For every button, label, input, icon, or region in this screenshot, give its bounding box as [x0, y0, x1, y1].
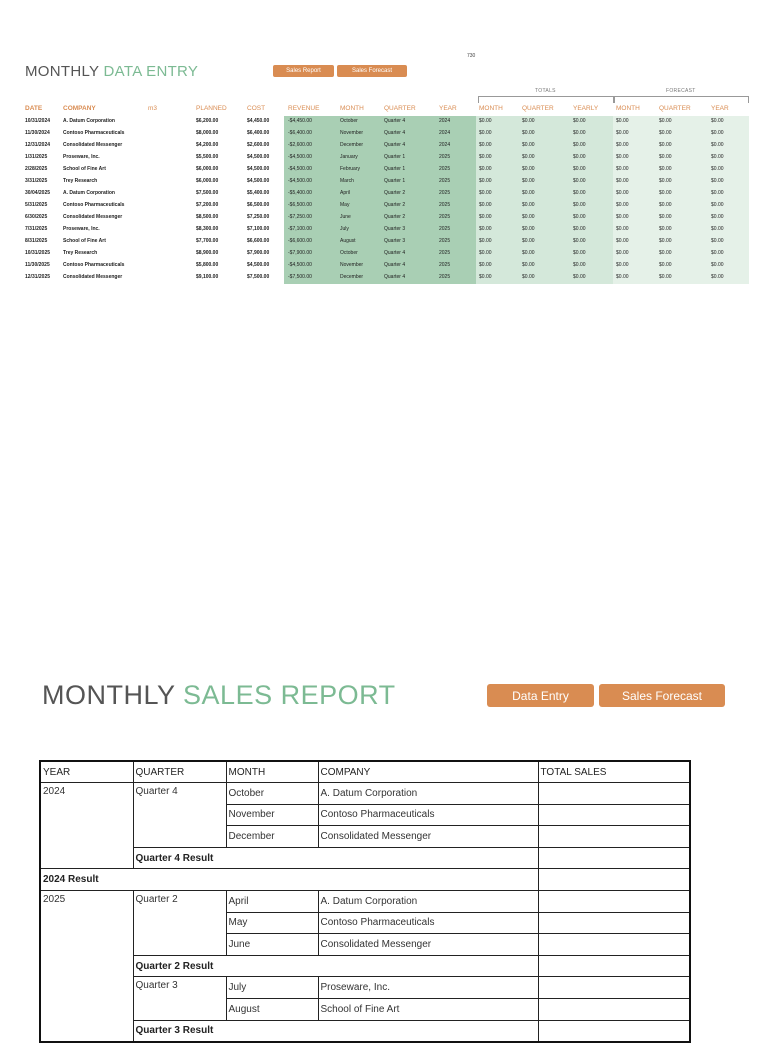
- entry-row: [0, 116, 768, 128]
- entry-cell-totals-month[interactable]: $0.00: [479, 250, 492, 256]
- entry-cell-date[interactable]: 11/30/2024: [25, 130, 50, 136]
- forecast-bracket: [614, 96, 749, 103]
- entry-cell-totals-quarter[interactable]: $0.00: [522, 142, 535, 148]
- header-quarter[interactable]: QUARTER: [133, 761, 226, 783]
- company-cell[interactable]: A. Datum Corporation: [318, 783, 538, 805]
- entry-cell-revenue[interactable]: -$6,600.00: [288, 238, 312, 244]
- entry-cell-quarter[interactable]: Quarter 1: [384, 154, 406, 160]
- entry-cell-date[interactable]: 10/31/2025: [25, 250, 51, 256]
- entry-cell-planned[interactable]: $5,500.00: [196, 154, 219, 160]
- entry-cell-totals-yearly[interactable]: $0.00: [573, 214, 586, 220]
- entry-cell-forecast-month[interactable]: $0.00: [616, 166, 629, 172]
- total-sales-cell[interactable]: [538, 912, 690, 934]
- entry-cell-forecast-year[interactable]: $0.00: [711, 274, 724, 280]
- entry-cell-forecast-quarter[interactable]: $0.00: [659, 238, 672, 244]
- entry-cell-totals-quarter[interactable]: $0.00: [522, 262, 535, 268]
- entry-cell-company[interactable]: A. Datum Corporation: [63, 118, 115, 124]
- entry-cell-year[interactable]: 2025: [439, 262, 451, 268]
- entry-cell-company[interactable]: Consolidated Messenger: [63, 142, 123, 148]
- entry-row: [0, 224, 768, 236]
- total-sales-cell[interactable]: [538, 847, 690, 869]
- forecast-group-label: FORECAST: [666, 88, 696, 94]
- entry-cell-quarter[interactable]: Quarter 3: [384, 226, 406, 232]
- entry-header-company[interactable]: COMPANY: [63, 105, 96, 112]
- entry-cell-quarter[interactable]: Quarter 2: [384, 190, 406, 196]
- entry-cell-forecast-year[interactable]: $0.00: [711, 142, 724, 148]
- entry-cell-revenue[interactable]: -$4,500.00: [288, 154, 312, 160]
- entry-cell-company[interactable]: School of Fine Art: [63, 238, 106, 244]
- entry-row: [0, 128, 768, 140]
- entry-cell-totals-month[interactable]: $0.00: [479, 238, 492, 244]
- entry-cell-cost[interactable]: $7,900.00: [247, 250, 270, 256]
- entry-cell-date[interactable]: 8/31/2025: [25, 238, 48, 244]
- total-sales-cell[interactable]: [538, 783, 690, 805]
- entry-cell-cost[interactable]: $4,500.00: [247, 166, 270, 172]
- entry-cell-year[interactable]: 2025: [439, 190, 451, 196]
- entry-cell-company[interactable]: Contoso Pharmaceuticals: [63, 262, 125, 268]
- year-result-cell[interactable]: 2024 Result: [40, 869, 538, 891]
- company-cell[interactable]: Contoso Pharmaceuticals: [318, 804, 538, 826]
- entry-cell-quarter[interactable]: Quarter 4: [384, 262, 406, 268]
- entry-cell-year[interactable]: 2024: [439, 118, 451, 124]
- entry-cell-company[interactable]: Consolidated Messenger: [63, 214, 123, 220]
- quarter-result-cell[interactable]: Quarter 2 Result: [133, 955, 538, 977]
- entry-cell-totals-yearly[interactable]: $0.00: [573, 202, 586, 208]
- entry-cell-planned[interactable]: $5,800.00: [196, 262, 219, 268]
- entry-cell-year[interactable]: 2025: [439, 166, 451, 172]
- entry-cell-forecast-quarter[interactable]: $0.00: [659, 250, 672, 256]
- total-sales-cell[interactable]: [538, 1020, 690, 1042]
- entry-cell-forecast-year[interactable]: $0.00: [711, 118, 724, 124]
- entry-cell-totals-yearly[interactable]: $0.00: [573, 178, 586, 184]
- entry-cell-forecast-year[interactable]: $0.00: [711, 154, 724, 160]
- entry-cell-company[interactable]: Contoso Pharmaceuticals: [63, 202, 125, 208]
- entry-cell-totals-yearly[interactable]: $0.00: [573, 118, 586, 124]
- entry-cell-planned[interactable]: $8,500.00: [196, 214, 219, 220]
- entry-cell-revenue[interactable]: -$4,450.00: [288, 118, 312, 124]
- table-row: [40, 891, 690, 913]
- entry-cell-totals-quarter[interactable]: $0.00: [522, 154, 535, 160]
- company-cell[interactable]: School of Fine Art: [318, 999, 538, 1021]
- entry-cell-totals-yearly[interactable]: $0.00: [573, 130, 586, 136]
- entry-cell-totals-yearly[interactable]: $0.00: [573, 142, 586, 148]
- entry-cell-quarter[interactable]: Quarter 4: [384, 130, 406, 136]
- entry-cell-totals-quarter[interactable]: $0.00: [522, 274, 535, 280]
- entry-cell-company[interactable]: Proseware, Inc.: [63, 226, 100, 232]
- entry-cell-date[interactable]: 7/31/2025: [25, 226, 48, 232]
- company-cell[interactable]: Consolidated Messenger: [318, 826, 538, 848]
- entry-cell-forecast-quarter[interactable]: $0.00: [659, 214, 672, 220]
- entry-cell-totals-month[interactable]: $0.00: [479, 226, 492, 232]
- entry-row: [0, 272, 768, 284]
- entry-cell-month[interactable]: February: [340, 166, 361, 172]
- entry-cell-revenue[interactable]: -$7,100.00: [288, 226, 312, 232]
- report-title-monthly: MONTHLY: [42, 680, 176, 710]
- entry-row: [0, 176, 768, 188]
- company-cell[interactable]: Proseware, Inc.: [318, 977, 538, 999]
- entry-cell-forecast-quarter[interactable]: $0.00: [659, 166, 672, 172]
- entry-cell-forecast-year[interactable]: $0.00: [711, 226, 724, 232]
- entry-row: [0, 236, 768, 248]
- entry-cell-month[interactable]: May: [340, 202, 350, 208]
- entry-header-cost[interactable]: COST: [247, 105, 266, 112]
- entry-header-month[interactable]: MONTH: [340, 105, 364, 112]
- entry-cell-date[interactable]: 3/31/2025: [25, 178, 48, 184]
- entry-cell-cost[interactable]: $6,500.00: [247, 202, 270, 208]
- table-row: [40, 1020, 690, 1042]
- quarter-cell-q2[interactable]: Quarter 2: [133, 891, 226, 956]
- entry-cell-year[interactable]: 2025: [439, 226, 451, 232]
- entry-cell-year[interactable]: 2024: [439, 130, 451, 136]
- entry-cell-totals-quarter[interactable]: $0.00: [522, 130, 535, 136]
- entry-cell-company[interactable]: A. Datum Corporation: [63, 190, 115, 196]
- entry-cell-forecast-month[interactable]: $0.00: [616, 262, 629, 268]
- entry-cell-month[interactable]: October: [340, 250, 358, 256]
- entry-cell-quarter[interactable]: Quarter 2: [384, 214, 406, 220]
- entry-cell-forecast-month[interactable]: $0.00: [616, 238, 629, 244]
- year-cell-2024[interactable]: 2024: [40, 783, 133, 869]
- header-month[interactable]: MONTH: [226, 761, 318, 783]
- entry-cell-revenue[interactable]: -$4,500.00: [288, 166, 312, 172]
- total-sales-cell[interactable]: [538, 804, 690, 826]
- entry-cell-company[interactable]: Trey Research: [63, 250, 98, 256]
- month-cell[interactable]: April: [226, 891, 318, 913]
- entry-cell-totals-month[interactable]: $0.00: [479, 214, 492, 220]
- entry-cell-totals-yearly[interactable]: $0.00: [573, 250, 586, 256]
- entry-row: [0, 164, 768, 176]
- entry-cell-forecast-month[interactable]: $0.00: [616, 130, 629, 136]
- entry-cell-revenue[interactable]: -$7,900.00: [288, 250, 312, 256]
- entry-cell-forecast-year[interactable]: $0.00: [711, 214, 724, 220]
- entry-cell-month[interactable]: November: [340, 262, 364, 268]
- entry-cell-cost[interactable]: $6,600.00: [247, 238, 270, 244]
- entry-cell-totals-quarter[interactable]: $0.00: [522, 226, 535, 232]
- entry-cell-month[interactable]: August: [340, 238, 356, 244]
- entry-cell-revenue[interactable]: -$4,500.00: [288, 262, 312, 268]
- entry-cell-forecast-year[interactable]: $0.00: [711, 238, 724, 244]
- quarter-cell-q4[interactable]: Quarter 4: [133, 783, 226, 848]
- entry-cell-company[interactable]: Trey Research: [63, 178, 98, 184]
- entry-header-forecast-quarter[interactable]: QUARTER: [659, 105, 691, 112]
- month-cell[interactable]: June: [226, 934, 318, 956]
- entry-cell-forecast-quarter[interactable]: $0.00: [659, 154, 672, 160]
- entry-cell-year[interactable]: 2025: [439, 178, 451, 184]
- entry-cell-totals-yearly[interactable]: $0.00: [573, 262, 586, 268]
- report-header-row: [40, 761, 690, 783]
- entry-cell-totals-quarter[interactable]: $0.00: [522, 166, 535, 172]
- entry-cell-totals-month[interactable]: $0.00: [479, 190, 492, 196]
- entry-cell-planned[interactable]: $8,300.00: [196, 226, 219, 232]
- total-sales-cell[interactable]: [538, 934, 690, 956]
- entry-header-forecast-year[interactable]: YEAR: [711, 105, 729, 112]
- entry-cell-forecast-year[interactable]: $0.00: [711, 190, 724, 196]
- table-row: [40, 847, 690, 869]
- entry-header-forecast-month[interactable]: MONTH: [616, 105, 640, 112]
- entry-cell-quarter[interactable]: Quarter 4: [384, 142, 406, 148]
- entry-cell-cost[interactable]: $5,400.00: [247, 190, 270, 196]
- entry-cell-revenue[interactable]: -$6,500.00: [288, 202, 312, 208]
- entry-cell-revenue[interactable]: -$6,400.00: [288, 130, 312, 136]
- month-cell[interactable]: May: [226, 912, 318, 934]
- entry-cell-company[interactable]: Contoso Pharmaceuticals: [63, 130, 125, 136]
- entry-cell-forecast-year[interactable]: $0.00: [711, 130, 724, 136]
- entry-cell-totals-yearly[interactable]: $0.00: [573, 274, 586, 280]
- entry-cell-totals-quarter[interactable]: $0.00: [522, 214, 535, 220]
- entry-cell-revenue[interactable]: -$4,500.00: [288, 178, 312, 184]
- entry-cell-totals-month[interactable]: $0.00: [479, 178, 492, 184]
- entry-cell-month[interactable]: January: [340, 154, 358, 160]
- entry-header-quarter[interactable]: QUARTER: [384, 105, 416, 112]
- entry-cell-revenue[interactable]: -$7,500.00: [288, 274, 312, 280]
- total-sales-cell[interactable]: [538, 999, 690, 1021]
- entry-cell-forecast-month[interactable]: $0.00: [616, 274, 629, 280]
- entry-cell-totals-yearly[interactable]: $0.00: [573, 226, 586, 232]
- entry-cell-forecast-month[interactable]: $0.00: [616, 250, 629, 256]
- entry-cell-date[interactable]: 30/04/2025: [25, 190, 51, 196]
- entry-cell-revenue[interactable]: -$2,600.00: [288, 142, 312, 148]
- entry-row: [0, 200, 768, 212]
- entry-cell-year[interactable]: 2025: [439, 202, 451, 208]
- entry-cell-date[interactable]: 11/30/2025: [25, 262, 50, 268]
- company-cell[interactable]: A. Datum Corporation: [318, 891, 538, 913]
- entry-cell-totals-quarter[interactable]: $0.00: [522, 238, 535, 244]
- entry-cell-totals-month[interactable]: $0.00: [479, 166, 492, 172]
- company-cell[interactable]: Consolidated Messenger: [318, 934, 538, 956]
- entry-cell-totals-month[interactable]: $0.00: [479, 118, 492, 124]
- entry-cell-forecast-month[interactable]: $0.00: [616, 226, 629, 232]
- entry-cell-forecast-quarter[interactable]: $0.00: [659, 262, 672, 268]
- entry-cell-date[interactable]: 12/31/2025: [25, 274, 51, 280]
- entry-cell-quarter[interactable]: Quarter 4: [384, 118, 406, 124]
- entry-cell-totals-yearly[interactable]: $0.00: [573, 166, 586, 172]
- entry-cell-totals-month[interactable]: $0.00: [479, 154, 492, 160]
- entry-row: [0, 248, 768, 260]
- entry-cell-cost[interactable]: $2,600.00: [247, 142, 270, 148]
- cell-marker: 730: [467, 53, 476, 59]
- entry-cell-planned[interactable]: $9,100.00: [196, 274, 219, 280]
- entry-cell-month[interactable]: December: [340, 274, 364, 280]
- table-row: [40, 977, 690, 999]
- report-title-sales-report: SALES REPORT: [183, 680, 396, 710]
- entry-header-m3[interactable]: m3: [148, 105, 158, 112]
- header-year[interactable]: YEAR: [40, 761, 133, 783]
- total-sales-cell[interactable]: [538, 891, 690, 913]
- entry-cell-revenue[interactable]: -$5,400.00: [288, 190, 312, 196]
- entry-cell-totals-month[interactable]: $0.00: [479, 262, 492, 268]
- sales-report-button[interactable]: Sales Report: [273, 65, 334, 77]
- entry-cell-forecast-quarter[interactable]: $0.00: [659, 202, 672, 208]
- entry-cell-quarter[interactable]: Quarter 2: [384, 202, 406, 208]
- entry-cell-totals-quarter[interactable]: $0.00: [522, 250, 535, 256]
- sales-forecast-button[interactable]: Sales Forecast: [337, 65, 407, 77]
- total-sales-cell[interactable]: [538, 955, 690, 977]
- entry-cell-forecast-month[interactable]: $0.00: [616, 214, 629, 220]
- entry-cell-totals-quarter[interactable]: $0.00: [522, 178, 535, 184]
- entry-cell-totals-quarter[interactable]: $0.00: [522, 202, 535, 208]
- entry-cell-totals-month[interactable]: $0.00: [479, 142, 492, 148]
- entry-row: [0, 260, 768, 272]
- entry-cell-year[interactable]: 2025: [439, 154, 451, 160]
- entry-cell-planned[interactable]: $8,000.00: [196, 130, 219, 136]
- entry-cell-totals-yearly[interactable]: $0.00: [573, 190, 586, 196]
- entry-cell-totals-yearly[interactable]: $0.00: [573, 238, 586, 244]
- entry-cell-totals-yearly[interactable]: $0.00: [573, 154, 586, 160]
- entry-cell-cost[interactable]: $7,250.00: [247, 214, 270, 220]
- month-cell[interactable]: November: [226, 804, 318, 826]
- entry-cell-planned[interactable]: $4,200.00: [196, 142, 219, 148]
- entry-cell-date[interactable]: 2/28/2025: [25, 166, 48, 172]
- entry-cell-forecast-quarter[interactable]: $0.00: [659, 190, 672, 196]
- table-row: [40, 955, 690, 977]
- entry-cell-forecast-quarter[interactable]: $0.00: [659, 178, 672, 184]
- entry-cell-planned[interactable]: $7,500.00: [196, 190, 219, 196]
- entry-cell-forecast-quarter[interactable]: $0.00: [659, 130, 672, 136]
- entry-cell-year[interactable]: 2024: [439, 142, 451, 148]
- year-cell-2025[interactable]: 2025: [40, 891, 133, 1042]
- entry-cell-forecast-month[interactable]: $0.00: [616, 178, 629, 184]
- data-entry-title: [25, 63, 198, 80]
- entry-cell-cost[interactable]: $4,500.00: [247, 178, 270, 184]
- entry-cell-totals-month[interactable]: $0.00: [479, 274, 492, 280]
- entry-cell-month[interactable]: June: [340, 214, 351, 220]
- sales-forecast-nav-button[interactable]: Sales Forecast: [599, 684, 725, 707]
- entry-header-totals-month[interactable]: MONTH: [479, 105, 503, 112]
- entry-cell-month[interactable]: October: [340, 118, 358, 124]
- entry-cell-year[interactable]: 2025: [439, 250, 451, 256]
- totals-group-label: TOTALS: [535, 88, 556, 94]
- entry-cell-forecast-month[interactable]: $0.00: [616, 118, 629, 124]
- entry-cell-date[interactable]: 5/31/2025: [25, 202, 48, 208]
- entry-cell-cost[interactable]: $7,100.00: [247, 226, 270, 232]
- entry-cell-cost[interactable]: $4,450.00: [247, 118, 270, 124]
- entry-cell-planned[interactable]: $7,200.00: [196, 202, 219, 208]
- total-sales-cell[interactable]: [538, 869, 690, 891]
- entry-cell-forecast-month[interactable]: $0.00: [616, 154, 629, 160]
- entry-row: [0, 188, 768, 200]
- month-cell[interactable]: July: [226, 977, 318, 999]
- entry-header-totals-yearly[interactable]: YEARLY: [573, 105, 599, 112]
- entry-header-revenue[interactable]: REVENUE: [288, 105, 320, 112]
- entry-cell-forecast-year[interactable]: $0.00: [711, 250, 724, 256]
- entry-cell-forecast-quarter[interactable]: $0.00: [659, 118, 672, 124]
- entry-cell-forecast-month[interactable]: $0.00: [616, 190, 629, 196]
- entry-cell-year[interactable]: 2025: [439, 214, 451, 220]
- entry-cell-year[interactable]: 2025: [439, 274, 451, 280]
- entry-cell-totals-quarter[interactable]: $0.00: [522, 190, 535, 196]
- header-company[interactable]: COMPANY: [318, 761, 538, 783]
- entry-header-date[interactable]: DATE: [25, 105, 43, 112]
- month-cell[interactable]: October: [226, 783, 318, 805]
- sales-report-title: [42, 680, 396, 711]
- sales-report-table: [39, 760, 691, 1043]
- entry-cell-cost[interactable]: $4,500.00: [247, 154, 270, 160]
- month-cell[interactable]: August: [226, 999, 318, 1021]
- entry-cell-company[interactable]: School of Fine Art: [63, 166, 106, 172]
- totals-bracket: [478, 96, 614, 103]
- entry-cell-totals-quarter[interactable]: $0.00: [522, 118, 535, 124]
- entry-cell-revenue[interactable]: -$7,250.00: [288, 214, 312, 220]
- month-cell[interactable]: December: [226, 826, 318, 848]
- entry-cell-cost[interactable]: $4,500.00: [247, 262, 270, 268]
- entry-cell-date[interactable]: 12/31/2024: [25, 142, 51, 148]
- entry-cell-month[interactable]: April: [340, 190, 351, 196]
- entry-cell-quarter[interactable]: Quarter 4: [384, 274, 406, 280]
- entry-cell-planned[interactable]: $7,700.00: [196, 238, 219, 244]
- title-word-monthly: MONTHLY: [25, 63, 100, 80]
- entry-cell-totals-month[interactable]: $0.00: [479, 130, 492, 136]
- entry-cell-date[interactable]: 6/30/2025: [25, 214, 48, 220]
- header-total-sales[interactable]: TOTAL SALES: [538, 761, 690, 783]
- entry-cell-month[interactable]: March: [340, 178, 354, 184]
- entry-row: [0, 212, 768, 224]
- entry-cell-forecast-year[interactable]: $0.00: [711, 202, 724, 208]
- quarter-cell-q3[interactable]: Quarter 3: [133, 977, 226, 1020]
- entry-cell-forecast-quarter[interactable]: $0.00: [659, 226, 672, 232]
- entry-cell-forecast-quarter[interactable]: $0.00: [659, 142, 672, 148]
- entry-cell-date[interactable]: 1/31/2025: [25, 154, 48, 160]
- entry-cell-forecast-month[interactable]: $0.00: [616, 202, 629, 208]
- entry-header-planned[interactable]: PLANNED: [196, 105, 227, 112]
- entry-cell-forecast-month[interactable]: $0.00: [616, 142, 629, 148]
- entry-cell-date[interactable]: 10/31/2024: [25, 118, 51, 124]
- entry-cell-cost[interactable]: $7,500.00: [247, 274, 270, 280]
- entry-cell-company[interactable]: Consolidated Messenger: [63, 274, 123, 280]
- entry-cell-forecast-quarter[interactable]: $0.00: [659, 274, 672, 280]
- entry-cell-year[interactable]: 2025: [439, 238, 451, 244]
- entry-cell-planned[interactable]: $8,900.00: [196, 250, 219, 256]
- entry-header-totals-quarter[interactable]: QUARTER: [522, 105, 554, 112]
- table-row: [40, 869, 690, 891]
- entry-cell-forecast-year[interactable]: $0.00: [711, 262, 724, 268]
- entry-cell-quarter[interactable]: Quarter 1: [384, 178, 406, 184]
- entry-cell-month[interactable]: November: [340, 130, 364, 136]
- title-word-data-entry: DATA ENTRY: [103, 63, 199, 80]
- entry-cell-quarter[interactable]: Quarter 4: [384, 250, 406, 256]
- entry-cell-company[interactable]: Proseware, Inc.: [63, 154, 100, 160]
- entry-cell-planned[interactable]: $6,200.00: [196, 118, 219, 124]
- entry-cell-cost[interactable]: $6,400.00: [247, 130, 270, 136]
- quarter-result-cell[interactable]: Quarter 4 Result: [133, 847, 538, 869]
- quarter-result-cell[interactable]: Quarter 3 Result: [133, 1020, 538, 1042]
- total-sales-cell[interactable]: [538, 977, 690, 999]
- entry-cell-month[interactable]: July: [340, 226, 349, 232]
- company-cell[interactable]: Contoso Pharmaceuticals: [318, 912, 538, 934]
- entry-row: [0, 140, 768, 152]
- entry-cell-month[interactable]: December: [340, 142, 364, 148]
- entry-row: [0, 152, 768, 164]
- entry-cell-forecast-year[interactable]: $0.00: [711, 178, 724, 184]
- table-row: [40, 783, 690, 805]
- entry-cell-planned[interactable]: $6,000.00: [196, 178, 219, 184]
- entry-cell-planned[interactable]: $6,000.00: [196, 166, 219, 172]
- total-sales-cell[interactable]: [538, 826, 690, 848]
- entry-cell-quarter[interactable]: Quarter 1: [384, 166, 406, 172]
- entry-cell-forecast-year[interactable]: $0.00: [711, 166, 724, 172]
- entry-cell-totals-month[interactable]: $0.00: [479, 202, 492, 208]
- entry-cell-quarter[interactable]: Quarter 3: [384, 238, 406, 244]
- entry-header-year[interactable]: YEAR: [439, 105, 457, 112]
- data-entry-button[interactable]: Data Entry: [487, 684, 594, 707]
